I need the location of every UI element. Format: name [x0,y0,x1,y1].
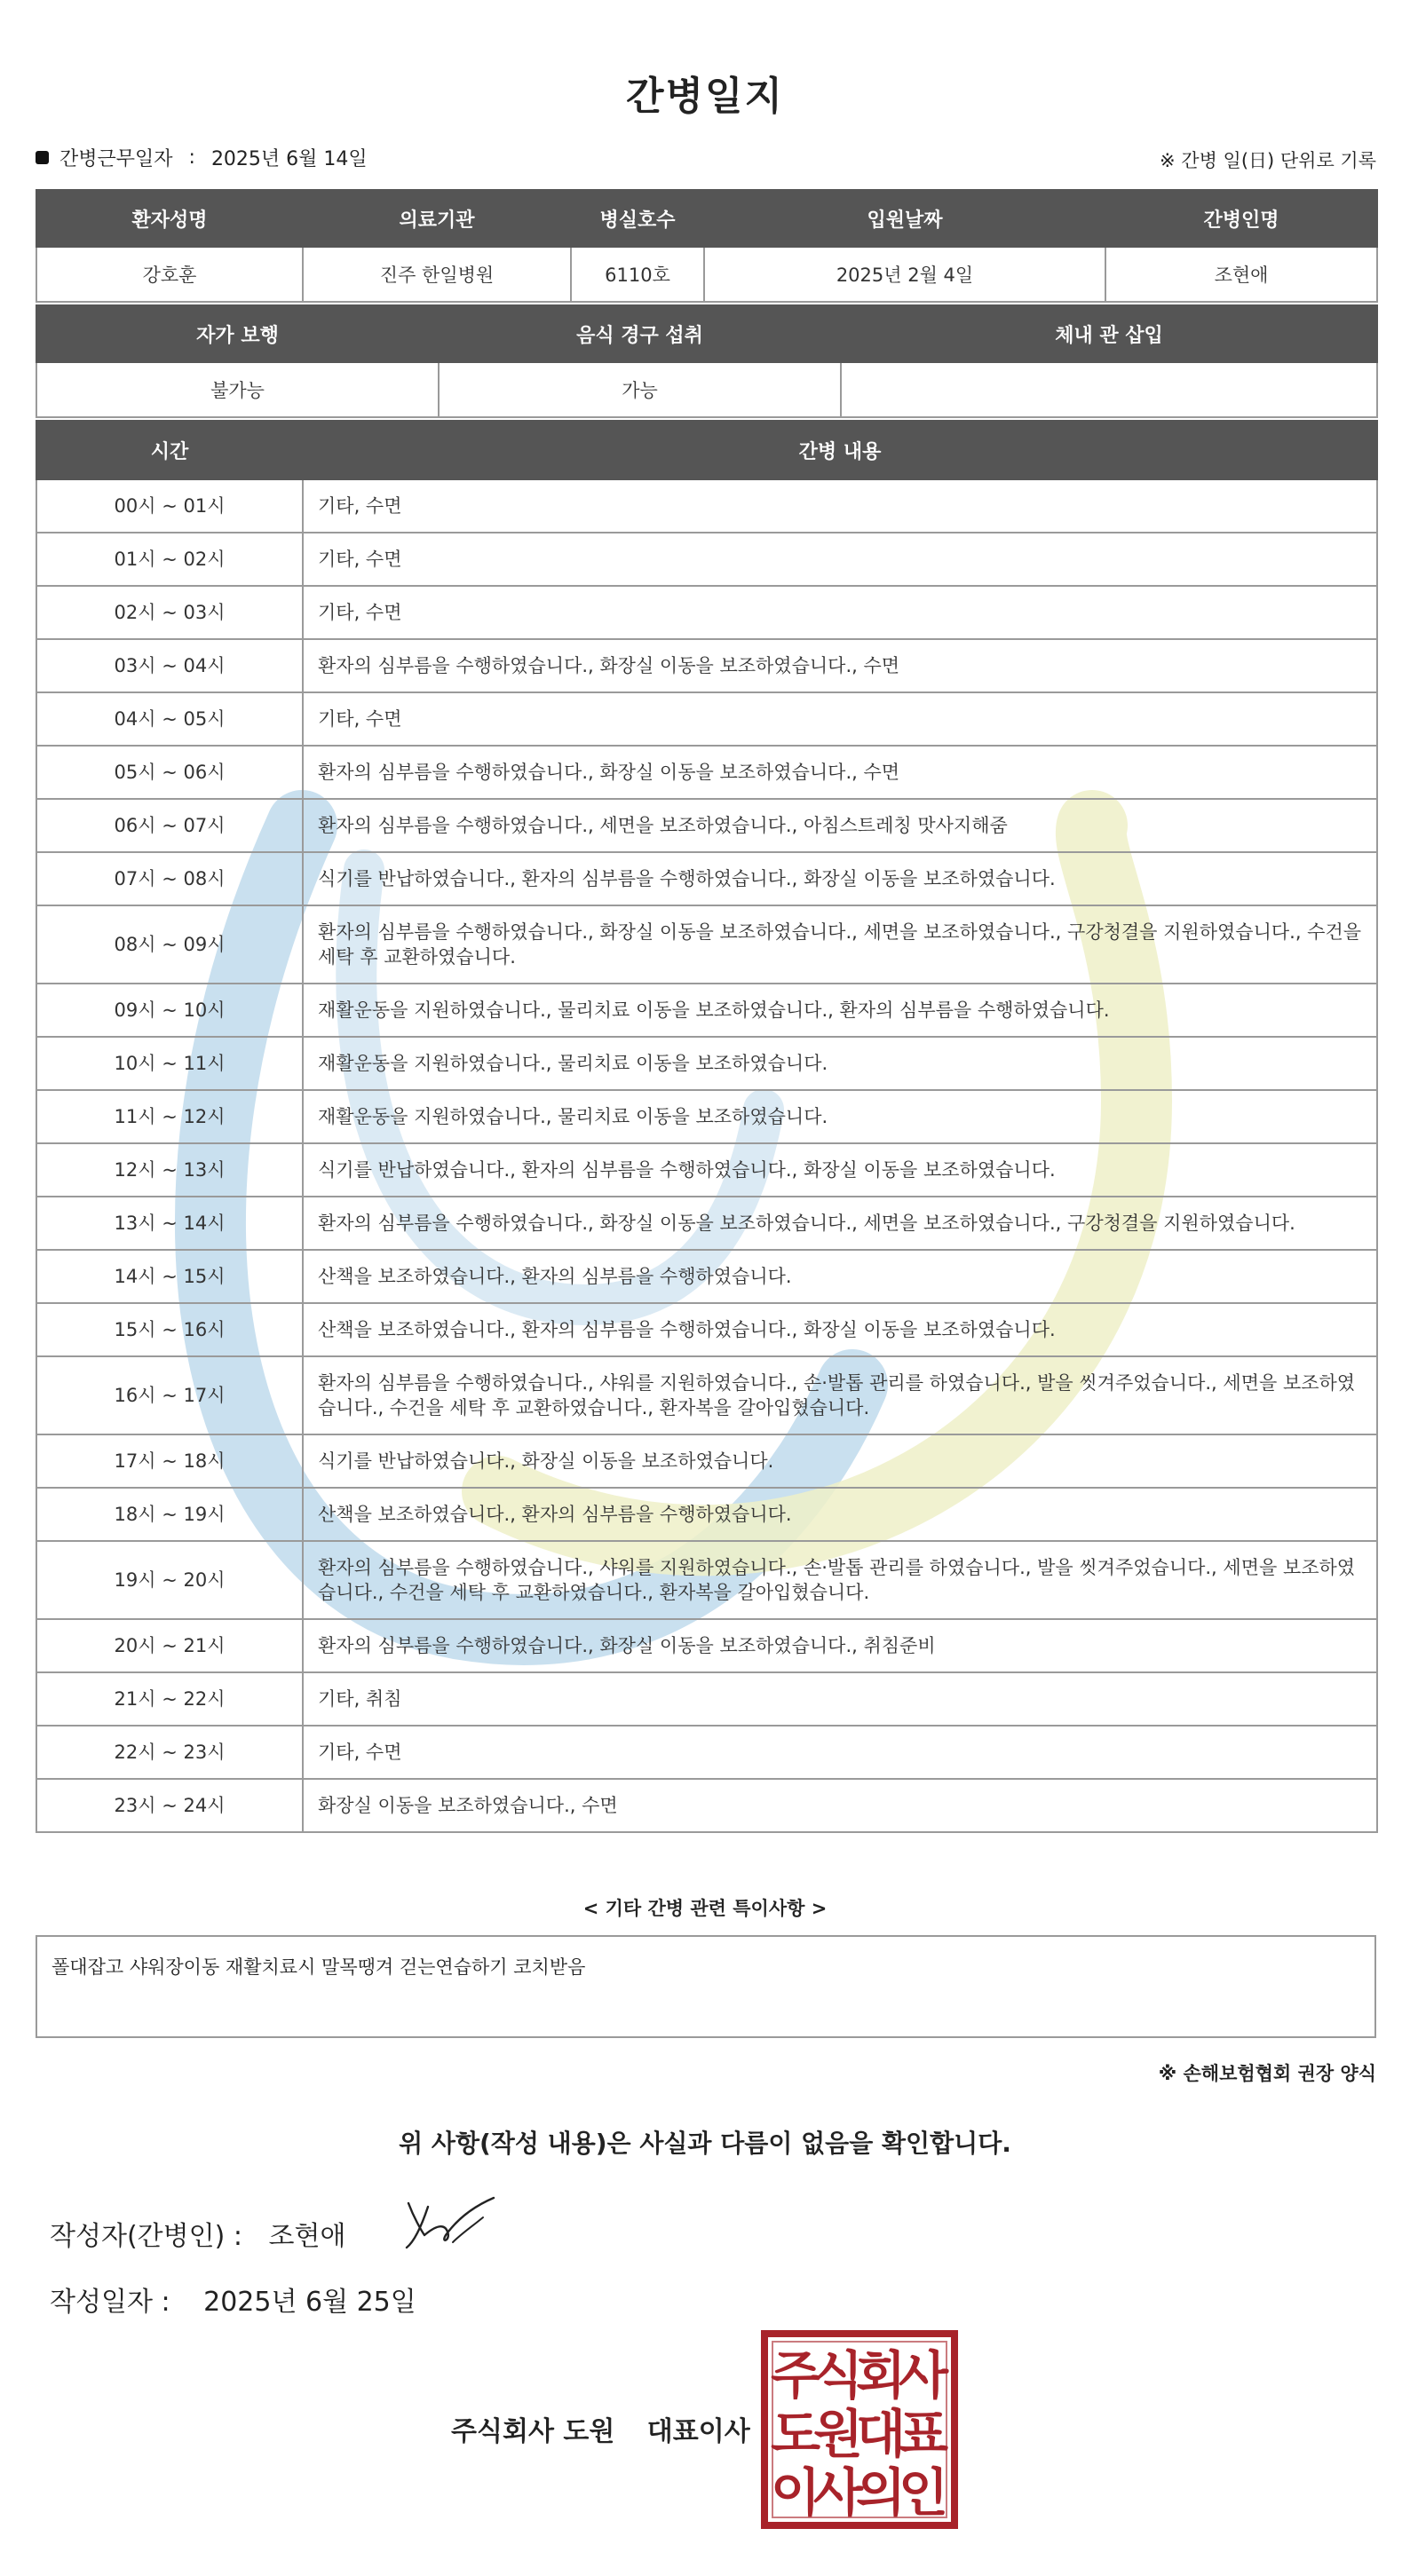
content-cell: 식기를 반납하였습니다., 환자의 심부름을 수행하였습니다., 화장실 이동을 보조하였습니다. [303,1143,1377,1197]
table-row [36,746,1377,799]
header-care-content: 간병 내용 [303,421,1377,479]
table-row [36,1488,1377,1541]
special-notes-box [36,1935,1376,2038]
content-cell: 기타, 수면 [303,533,1377,586]
time-cell: 22시 ~ 23시 [36,1726,303,1779]
svg-text:인: 인 [898,2462,949,2523]
table-row [36,1779,1377,1832]
content-cell: 환자의 심부름을 수행하였습니다., 화장실 이동을 보조하였습니다., 수면 [303,746,1377,799]
content-cell: 환자의 심부름을 수행하였습니다., 샤워를 지원하였습니다., 손·발톱 관리를 하였습니다., 발을 씻겨주었습니다., 세면을 보조하였습니다., 수건을 세탁 후 교환하였습니다., 환자복을 갈아입혔습니다. [303,1356,1377,1434]
table-row [36,1303,1377,1356]
time-cell: 10시 ~ 11시 [36,1037,303,1090]
time-cell: 03시 ~ 04시 [36,639,303,692]
table-row [36,1726,1377,1779]
table-row [36,1541,1377,1619]
table-row [36,586,1377,639]
table-row [36,692,1377,746]
svg-text:주: 주 [770,2345,821,2406]
time-cell: 11시 ~ 12시 [36,1090,303,1143]
tube-insertion-value [841,362,1377,417]
write-date-value: 2025년 6월 25일 [203,2287,416,2318]
writer-name: 조현애 [268,2221,346,2252]
svg-text:원: 원 [812,2404,864,2464]
header-room: 병실호수 [571,190,704,247]
special-notes-content: 폴대잡고 샤워장이동 재활치료시 말목땡겨 걷는연습하기 코치받음 [51,1956,586,1978]
writer-label: 작성자(간병인) : [50,2221,242,2252]
header-hospital: 의료기관 [303,190,571,247]
content-cell: 환자의 심부름을 수행하였습니다., 화장실 이동을 보조하였습니다., 수면 [303,639,1377,692]
svg-text:의: 의 [855,2462,907,2523]
write-date-row [50,2280,416,2319]
table-row [36,1143,1377,1197]
header-self-walking: 자가 보행 [36,305,439,362]
header-patient-name: 환자성명 [36,190,303,247]
table-row [36,1434,1377,1488]
table-row [36,1250,1377,1303]
content-cell: 식기를 반납하였습니다., 화장실 이동을 보조하였습니다. [303,1434,1377,1488]
svg-text:사: 사 [898,2345,949,2406]
table-row [36,533,1377,586]
care-log-table [36,420,1378,1833]
table-row [36,905,1377,984]
self-walking-value: 불가능 [36,362,439,417]
content-cell: 산책을 보조하였습니다., 환자의 심부름을 수행하였습니다., 화장실 이동을 보조하였습니다. [303,1303,1377,1356]
oral-intake-value: 가능 [439,362,841,417]
unit-note: ※ 간병 일(日) 단위로 기록 [1160,150,1376,171]
table-row [36,1356,1377,1434]
handwritten-signature [398,2191,504,2255]
table-row [36,799,1377,852]
time-cell: 01시 ~ 02시 [36,533,303,586]
time-cell: 15시 ~ 16시 [36,1303,303,1356]
confirmation-statement: 위 사항(작성 내용)은 사실과 다름이 없음을 확인합니다. [399,2129,1011,2158]
svg-text:사: 사 [812,2462,864,2523]
content-cell: 화장실 이동을 보조하였습니다., 수면 [303,1779,1377,1832]
time-cell: 18시 ~ 19시 [36,1488,303,1541]
content-cell: 기타, 수면 [303,692,1377,746]
time-cell: 19시 ~ 20시 [36,1541,303,1619]
content-cell: 기타, 수면 [303,479,1377,533]
svg-text:표: 표 [898,2404,949,2464]
header-time: 시간 [36,421,303,479]
svg-text:회: 회 [855,2345,907,2406]
table-row [36,1197,1377,1250]
svg-text:도: 도 [770,2404,821,2464]
content-cell: 기타, 수면 [303,586,1377,639]
room-number: 6110호 [571,247,704,302]
table-row [36,984,1377,1037]
header-admission-date: 입원날짜 [704,190,1105,247]
content-cell: 재활운동을 지원하였습니다., 물리치료 이동을 보조하였습니다., 환자의 심부름을 수행하였습니다. [303,984,1377,1037]
work-date-value: 2025년 6월 14일 [210,148,368,170]
time-cell: 23시 ~ 24시 [36,1779,303,1832]
content-cell: 환자의 심부름을 수행하였습니다., 화장실 이동을 보조하였습니다., 세면을 보조하였습니다., 구강청결을 지원하였습니다., 수건을 세탁 후 교환하였습니다. [303,905,1377,984]
document-title: 간병일지 [625,74,784,119]
svg-text:대: 대 [855,2404,907,2464]
time-cell: 04시 ~ 05시 [36,692,303,746]
time-cell: 12시 ~ 13시 [36,1143,303,1197]
time-cell: 16시 ~ 17시 [36,1356,303,1434]
time-cell: 09시 ~ 10시 [36,984,303,1037]
work-date-label: 간병근무일자 [59,148,173,170]
caregiver-name: 조현애 [1105,247,1377,302]
header-oral-intake: 음식 경구 섭취 [439,305,841,362]
time-cell: 06시 ~ 07시 [36,799,303,852]
write-date-label: 작성일자 : [50,2287,170,2318]
bullet-square-icon [36,151,49,164]
time-cell: 20시 ~ 21시 [36,1619,303,1672]
time-cell: 08시 ~ 09시 [36,905,303,984]
table-row [36,852,1377,905]
form-recommendation-note: ※ 손해보험협회 권장 양식 [1158,2063,1376,2084]
table-row [36,1619,1377,1672]
company-signoff [451,2409,750,2448]
patient-name: 강호훈 [36,247,303,302]
ceo-label: 대표이사 [646,2416,750,2447]
time-cell: 14시 ~ 15시 [36,1250,303,1303]
writer-row [50,2214,345,2253]
content-cell: 환자의 심부름을 수행하였습니다., 샤워를 지원하였습니다., 손·발톱 관리를 하였습니다., 발을 씻겨주었습니다., 세면을 보조하였습니다., 수건을 세탁 후 교환하였습니다., 환자복을 갈아입혔습니다. [303,1541,1377,1619]
patient-info-table [36,189,1378,303]
content-cell: 식기를 반납하였습니다., 환자의 심부름을 수행하였습니다., 화장실 이동을 보조하였습니다. [303,852,1377,905]
admission-date: 2025년 2월 4일 [704,247,1105,302]
content-cell: 재활운동을 지원하였습니다., 물리치료 이동을 보조하였습니다. [303,1090,1377,1143]
time-cell: 07시 ~ 08시 [36,852,303,905]
hospital-name: 진주 한일병원 [303,247,571,302]
header-tube-insertion: 체내 관 삽입 [841,305,1377,362]
content-cell: 기타, 취침 [303,1672,1377,1726]
content-cell: 환자의 심부름을 수행하였습니다., 세면을 보조하였습니다., 아침스트레칭 맛사지해줌 [303,799,1377,852]
content-cell: 환자의 심부름을 수행하였습니다., 화장실 이동을 보조하였습니다., 세면을 보조하였습니다., 구강청결을 지원하였습니다. [303,1197,1377,1250]
time-cell: 17시 ~ 18시 [36,1434,303,1488]
time-cell: 02시 ~ 03시 [36,586,303,639]
header-caregiver: 간병인명 [1105,190,1377,247]
content-cell: 산책을 보조하였습니다., 환자의 심부름을 수행하였습니다. [303,1488,1377,1541]
work-date-separator: : [188,146,195,169]
svg-text:식: 식 [812,2345,864,2406]
special-notes-title: < 기타 간병 관련 특이사항 > [582,1898,828,1919]
company-name: 주식회사 도원 [451,2416,615,2447]
content-cell: 기타, 수면 [303,1726,1377,1779]
table-row [36,639,1377,692]
table-row [36,1090,1377,1143]
table-row [36,1672,1377,1726]
table-row [36,479,1377,533]
time-cell: 21시 ~ 22시 [36,1672,303,1726]
work-date-row [36,144,368,171]
time-cell: 00시 ~ 01시 [36,479,303,533]
svg-text:이: 이 [770,2462,821,2523]
time-cell: 05시 ~ 06시 [36,746,303,799]
content-cell: 산책을 보조하였습니다., 환자의 심부름을 수행하였습니다. [303,1250,1377,1303]
patient-status-table [36,304,1378,418]
content-cell: 재활운동을 지원하였습니다., 물리치료 이동을 보조하였습니다. [303,1037,1377,1090]
table-row [36,1037,1377,1090]
time-cell: 13시 ~ 14시 [36,1197,303,1250]
content-cell: 환자의 심부름을 수행하였습니다., 화장실 이동을 보조하였습니다., 취침준비 [303,1619,1377,1672]
company-seal-stamp [760,2329,959,2530]
